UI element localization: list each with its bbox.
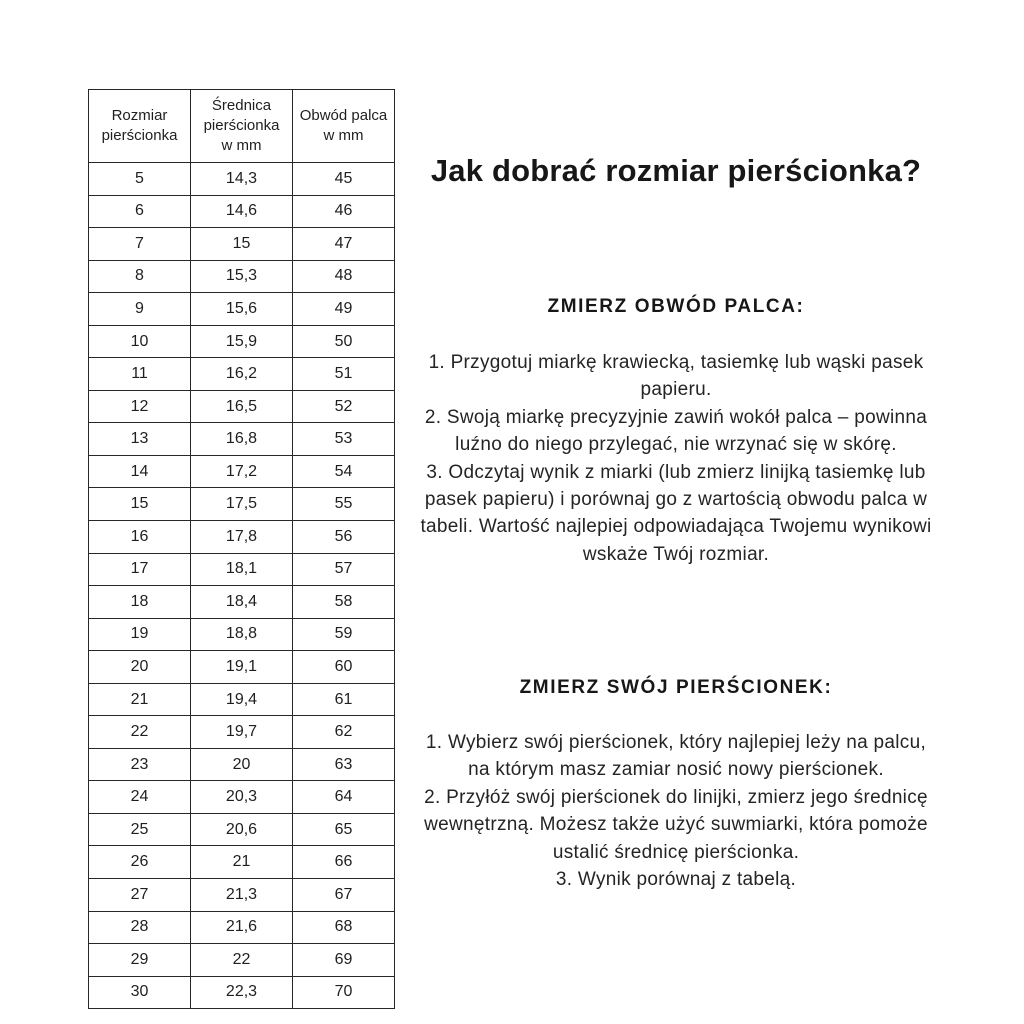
table-cell: 19,1 [191,651,293,684]
table-cell: 18 [89,586,191,619]
table-cell: 29 [89,944,191,977]
table-row [89,618,395,651]
table-cell: 18,4 [191,586,293,619]
table-row [89,163,395,196]
table-cell: 25 [89,813,191,846]
table-cell: 9 [89,293,191,326]
table-cell: 53 [293,423,395,456]
table-cell: 49 [293,293,395,326]
table-cell: 26 [89,846,191,879]
table-cell: 19 [89,618,191,651]
header-finger-circumference: Obwód palca w mm [293,90,395,163]
table-cell: 13 [89,423,191,456]
table-cell: 45 [293,163,395,196]
table-cell: 30 [89,976,191,1009]
table-row [89,846,395,879]
table-cell: 69 [293,944,395,977]
table-cell: 60 [293,651,395,684]
table-row [89,683,395,716]
table-cell: 20,3 [191,781,293,814]
table-row [89,911,395,944]
table-row [89,423,395,456]
size-table-container [88,89,395,1009]
table-cell: 17,2 [191,455,293,488]
table-cell: 46 [293,195,395,228]
table-cell: 27 [89,879,191,912]
table-cell: 15,9 [191,325,293,358]
ring-size-table [88,89,395,1009]
table-cell: 55 [293,488,395,521]
table-row [89,944,395,977]
table-cell: 10 [89,325,191,358]
table-cell: 21 [191,846,293,879]
table-cell: 20,6 [191,813,293,846]
table-cell: 17 [89,553,191,586]
table-cell: 67 [293,879,395,912]
table-cell: 62 [293,716,395,749]
table-cell: 15,6 [191,293,293,326]
table-cell: 54 [293,455,395,488]
table-row [89,813,395,846]
table-cell: 47 [293,228,395,261]
header-ring-diameter: Średnica pierścionka w mm [191,90,293,163]
table-cell: 22 [191,944,293,977]
table-cell: 16,8 [191,423,293,456]
table-row [89,748,395,781]
table-cell: 19,4 [191,683,293,716]
table-cell: 7 [89,228,191,261]
table-cell: 68 [293,911,395,944]
table-cell: 19,7 [191,716,293,749]
table-cell: 70 [293,976,395,1009]
table-cell: 21 [89,683,191,716]
table-cell: 18,8 [191,618,293,651]
table-cell: 14 [89,455,191,488]
table-cell: 51 [293,358,395,391]
instruction-step: 3. Wynik porównaj z tabelą. [555,869,797,891]
table-row [89,521,395,554]
table-cell: 22 [89,716,191,749]
table-row [89,358,395,391]
table-cell: 8 [89,260,191,293]
table-cell: 48 [293,260,395,293]
header-ring-size: Rozmiar pierścionka [89,90,191,163]
table-row [89,488,395,521]
table-cell: 22,3 [191,976,293,1009]
table-row [89,716,395,749]
size-table-head [89,90,395,163]
table-row [89,325,395,358]
instruction-step: 2. Przyłóż swój pierścionek do linijki, zmierz jego średnicę wewnętrzną. Możesz także użyć suwmiarki, która pomoże ustalić średnicę pierścionka. [424,786,928,863]
table-row [89,976,395,1009]
table-cell: 57 [293,553,395,586]
table-cell: 11 [89,358,191,391]
table-cell: 59 [293,618,395,651]
table-cell: 15 [89,488,191,521]
table-cell: 16 [89,521,191,554]
table-cell: 61 [293,683,395,716]
table-cell: 18,1 [191,553,293,586]
section-heading-measure-finger: ZMIERZ OBWÓD PALCA: [547,296,805,317]
size-table-body [89,163,395,1009]
instruction-step: 1. Przygotuj miarkę krawiecką, tasiemkę lub wąski pasek papieru. [428,352,924,401]
table-row [89,553,395,586]
page-title: Jak dobrać rozmiar pierścionka? [430,153,922,188]
table-cell: 17,5 [191,488,293,521]
table-row [89,651,395,684]
table-row [89,260,395,293]
table-cell: 23 [89,748,191,781]
section-heading-measure-ring: ZMIERZ SWÓJ PIERŚCIONEK: [519,677,833,698]
instructions-measure-finger [420,349,932,568]
table-cell: 12 [89,390,191,423]
table-cell: 58 [293,586,395,619]
table-cell: 52 [293,390,395,423]
instruction-step: 3. Odczytaj wynik z miarki (lub zmierz linijką tasiemkę lub pasek papieru) i porównaj go z wartością obwodu palca w tabeli. Wartość najlepiej odpowiadająca Twojemu wynikowi wskaże Twój rozmiar. [420,461,932,565]
table-row [89,228,395,261]
table-cell: 6 [89,195,191,228]
table-cell: 5 [89,163,191,196]
instructions-measure-ring [420,729,932,893]
table-row [89,390,395,423]
table-cell: 63 [293,748,395,781]
table-cell: 50 [293,325,395,358]
table-cell: 16,2 [191,358,293,391]
instruction-step: 2. Swoją miarkę precyzyjnie zawiń wokół palca – powinna luźno do niego przylegać, nie wrzynać się w skórę. [424,406,928,456]
table-cell: 20 [191,748,293,781]
table-cell: 17,8 [191,521,293,554]
table-cell: 56 [293,521,395,554]
table-row [89,195,395,228]
size-table-header-row [89,90,395,163]
table-row [89,586,395,619]
table-row [89,455,395,488]
table-cell: 64 [293,781,395,814]
table-cell: 21,6 [191,911,293,944]
table-cell: 14,6 [191,195,293,228]
instruction-step: 1. Wybierz swój pierścionek, który najlepiej leży na palcu, na którym masz zamiar nosić nowy pierścionek. [425,732,927,781]
table-cell: 24 [89,781,191,814]
table-cell: 65 [293,813,395,846]
table-row [89,781,395,814]
table-row [89,293,395,326]
table-cell: 28 [89,911,191,944]
table-cell: 20 [89,651,191,684]
table-cell: 14,3 [191,163,293,196]
table-row [89,879,395,912]
table-cell: 16,5 [191,390,293,423]
table-cell: 15,3 [191,260,293,293]
table-cell: 15 [191,228,293,261]
table-cell: 66 [293,846,395,879]
table-cell: 21,3 [191,879,293,912]
